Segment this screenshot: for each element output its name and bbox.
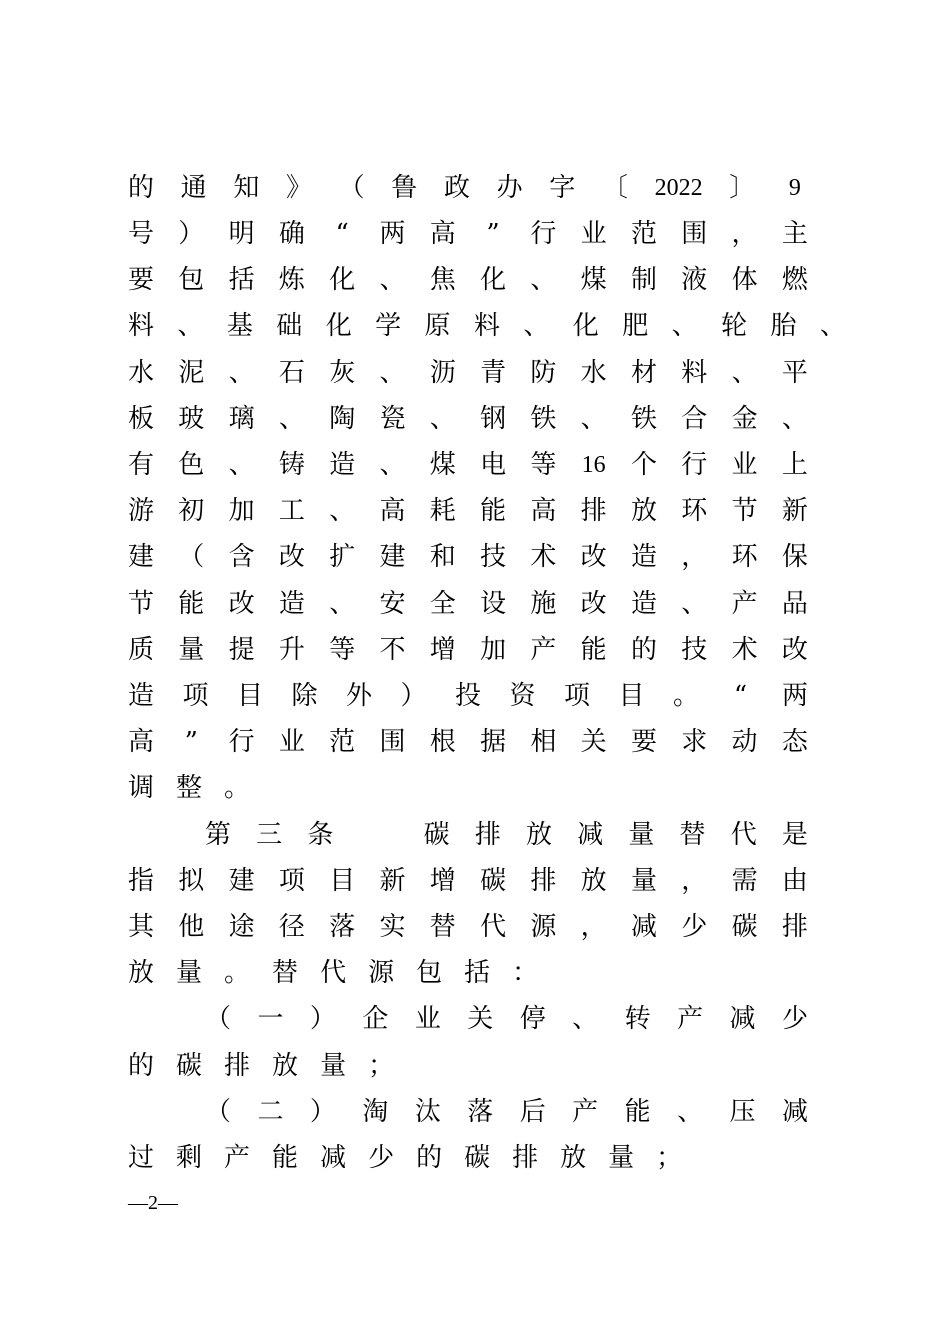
text-glyph: 括 (464, 958, 491, 988)
text-glyph: 减 (320, 1143, 347, 1173)
text-glyph: 投 (455, 681, 482, 711)
text-glyph: 、 (379, 265, 406, 295)
text-glyph: 停 (519, 1004, 546, 1034)
text-glyph: 原 (424, 311, 451, 341)
text-glyph: 产 (530, 635, 557, 665)
text-glyph: 建 (228, 866, 255, 896)
text-glyph: 耗 (429, 496, 456, 526)
text-glyph: 》 (285, 173, 312, 203)
text-glyph: 项 (564, 681, 591, 711)
text-glyph: 安 (379, 589, 406, 619)
text-glyph: 减 (729, 1004, 756, 1034)
text-glyph: 产 (731, 589, 758, 619)
text-glyph: 品 (781, 589, 808, 619)
text-glyph: 改 (781, 635, 808, 665)
text-line (128, 676, 808, 716)
text-glyph: 基 (226, 311, 253, 341)
text-glyph: 设 (480, 589, 507, 619)
text-glyph: 、 (580, 404, 607, 434)
text-glyph: 整 (176, 773, 203, 803)
text-glyph: 术 (731, 635, 758, 665)
text-glyph: 、 (379, 358, 406, 388)
text-glyph: 的 (630, 635, 657, 665)
text-glyph: 除 (291, 681, 318, 711)
text-line (205, 999, 808, 1039)
text-glyph: 途 (228, 912, 255, 942)
text-glyph: 游 (128, 496, 155, 526)
text-glyph: 提 (228, 635, 255, 665)
text-glyph: ” (184, 727, 198, 757)
text-glyph: 改 (228, 589, 255, 619)
text-glyph: 水 (580, 358, 607, 388)
text-line (128, 214, 808, 254)
text-glyph: 、 (278, 404, 305, 434)
text-glyph: 节 (731, 496, 758, 526)
text-line (128, 537, 808, 577)
text-glyph: 造 (329, 450, 356, 480)
text-glyph: 替 (429, 912, 456, 942)
text-glyph: 少 (368, 1143, 395, 1173)
text-glyph: 化 (572, 311, 599, 341)
text-glyph: 二 (257, 1097, 284, 1127)
text-glyph: 瓷 (379, 404, 406, 434)
text-glyph: 有 (128, 450, 155, 480)
text-glyph: 燃 (781, 265, 808, 295)
text-glyph: 煤 (580, 265, 607, 295)
text-glyph: 工 (278, 496, 305, 526)
text-glyph: 铁 (530, 404, 557, 434)
text-glyph: 替 (679, 820, 706, 850)
text-glyph: 能 (272, 1143, 299, 1173)
text-glyph: 条 (307, 820, 334, 850)
text-glyph: 减 (781, 1097, 808, 1127)
text-glyph: 铸 (278, 450, 305, 480)
text-glyph: 建 (379, 542, 406, 572)
text-glyph: 放 (630, 496, 657, 526)
text-glyph: 代 (320, 958, 347, 988)
text-glyph: 。 (673, 681, 700, 711)
text-glyph: 、 (530, 265, 557, 295)
text-glyph: 减 (577, 820, 604, 850)
text-glyph: 环 (681, 496, 708, 526)
text-glyph: ） (178, 219, 205, 249)
text-glyph: 〔 (601, 173, 628, 203)
text-glyph: （ (178, 542, 205, 572)
text-glyph: 碳 (464, 1143, 491, 1173)
text-glyph: 改 (580, 589, 607, 619)
text-glyph: 不 (379, 635, 406, 665)
text-glyph: ， (731, 219, 758, 249)
text-glyph: 料 (473, 311, 500, 341)
text-glyph: 落 (329, 912, 356, 942)
text-glyph: 范 (630, 219, 657, 249)
text-glyph: 灰 (329, 358, 356, 388)
text-glyph: 平 (781, 358, 808, 388)
text-glyph: “ (733, 681, 748, 711)
text-glyph: 目 (237, 681, 264, 711)
text-glyph: ； (368, 1051, 395, 1081)
text-glyph: （ (205, 1097, 232, 1127)
text-glyph: 础 (276, 311, 303, 341)
text-glyph: 代 (480, 912, 507, 942)
text-glyph: 、 (572, 1004, 599, 1034)
text-glyph: 后 (519, 1097, 546, 1127)
text-glyph: 一 (257, 1004, 284, 1034)
text-glyph: 炼 (278, 265, 305, 295)
text-glyph: “ (335, 219, 349, 249)
text-glyph: 替 (272, 958, 299, 988)
text-glyph: 升 (278, 635, 305, 665)
text-glyph: 、 (819, 311, 846, 341)
text-glyph: 肥 (622, 311, 649, 341)
text-glyph: 代 (730, 820, 757, 850)
text-glyph: 石 (278, 358, 305, 388)
text-glyph: 量 (176, 958, 203, 988)
text-glyph: 范 (329, 727, 356, 757)
text-glyph: 青 (480, 358, 507, 388)
text-glyph: 、 (781, 404, 808, 434)
text-glyph: 、 (681, 589, 708, 619)
text-glyph: 、 (379, 450, 406, 480)
text-glyph: 煤 (429, 450, 456, 480)
text-glyph: （ (338, 173, 365, 203)
text-glyph: 径 (278, 912, 305, 942)
text-glyph: 行 (228, 727, 255, 757)
text-glyph: 增 (429, 866, 456, 896)
text-glyph: 制 (630, 265, 657, 295)
text-glyph: ） (400, 681, 427, 711)
text-glyph: 初 (178, 496, 205, 526)
text-glyph: 胎 (770, 311, 797, 341)
text-glyph: 其 (128, 912, 155, 942)
text-glyph: 碳 (423, 820, 450, 850)
text-glyph: 三 (256, 820, 283, 850)
text-line (128, 491, 808, 531)
text-line (128, 768, 808, 808)
text-glyph: 政 (443, 173, 470, 203)
text-glyph: 围 (681, 219, 708, 249)
text-glyph: 排 (580, 496, 607, 526)
text-glyph: 改 (580, 542, 607, 572)
text-glyph: 业 (278, 727, 305, 757)
text-glyph: 量 (630, 866, 657, 896)
text-line (128, 260, 808, 300)
text-glyph: 汰 (414, 1097, 441, 1127)
text-glyph: 、 (329, 589, 356, 619)
text-glyph: 少 (681, 912, 708, 942)
text-glyph: 碳 (480, 866, 507, 896)
text-glyph: 号 (128, 219, 155, 249)
text-glyph: 动 (731, 727, 758, 757)
text-glyph: 16 (581, 452, 606, 478)
text-glyph: 过 (128, 1143, 155, 1173)
text-glyph: 能 (580, 635, 607, 665)
text-glyph: 排 (512, 1143, 539, 1173)
text-glyph: 态 (781, 727, 808, 757)
text-glyph: 要 (630, 727, 657, 757)
text-glyph: 个 (630, 450, 657, 480)
text-glyph: 质 (128, 635, 155, 665)
text-glyph: 项 (278, 866, 305, 896)
text-glyph: 第 (205, 820, 232, 850)
text-glyph: 业 (414, 1004, 441, 1034)
text-glyph: 行 (681, 450, 708, 480)
text-glyph: 实 (379, 912, 406, 942)
text-glyph: 造 (630, 589, 657, 619)
text-glyph: 电 (480, 450, 507, 480)
text-glyph: 主 (781, 219, 808, 249)
text-glyph: 色 (178, 450, 205, 480)
page-number: —2— (128, 1192, 178, 1214)
text-glyph: 关 (580, 727, 607, 757)
text-glyph: ） (309, 1097, 336, 1127)
text-glyph: 板 (128, 404, 155, 434)
text-glyph: 合 (681, 404, 708, 434)
text-glyph: 金 (731, 404, 758, 434)
text-glyph: 包 (416, 958, 443, 988)
text-glyph: ： (512, 958, 539, 988)
text-glyph: 建 (128, 542, 155, 572)
text-glyph: 、 (228, 358, 255, 388)
text-glyph: 施 (530, 589, 557, 619)
text-line (128, 907, 808, 947)
text-glyph: ， (681, 866, 708, 896)
text-glyph: 加 (228, 496, 255, 526)
text-glyph: 材 (630, 358, 657, 388)
text-line (128, 584, 808, 624)
text-glyph: 和 (429, 542, 456, 572)
text-glyph: 保 (781, 542, 808, 572)
text-glyph: 行 (530, 219, 557, 249)
text-line (128, 353, 808, 393)
text-glyph: 指 (128, 866, 155, 896)
text-glyph: 排 (530, 866, 557, 896)
text-glyph: 两 (781, 681, 808, 711)
text-glyph: 排 (224, 1051, 251, 1081)
text-glyph: 料 (681, 358, 708, 388)
text-glyph: 碳 (176, 1051, 203, 1081)
text-glyph: 钢 (480, 404, 507, 434)
text-glyph: 新 (781, 496, 808, 526)
text-glyph: 量 (320, 1051, 347, 1081)
text-glyph: 放 (580, 866, 607, 896)
text-glyph: 高 (530, 496, 557, 526)
text-glyph: 调 (128, 773, 155, 803)
text-glyph: 含 (228, 542, 255, 572)
text-glyph: 目 (618, 681, 645, 711)
text-glyph: 高 (429, 219, 456, 249)
text-glyph: 泥 (178, 358, 205, 388)
text-glyph: 求 (681, 727, 708, 757)
text-line (128, 445, 808, 485)
text-glyph: 关 (467, 1004, 494, 1034)
text-glyph: 放 (128, 958, 155, 988)
text-glyph: 2022 (654, 175, 703, 201)
text-glyph: 的 (128, 173, 155, 203)
text-glyph: 等 (329, 635, 356, 665)
text-glyph: 明 (228, 219, 255, 249)
text-line (128, 306, 846, 346)
text-glyph: 企 (362, 1004, 389, 1034)
text-glyph: 排 (781, 912, 808, 942)
text-glyph: 、 (677, 1097, 704, 1127)
text-glyph: 扩 (329, 542, 356, 572)
text-glyph: 上 (781, 450, 808, 480)
text-glyph: 化 (325, 311, 352, 341)
text-glyph: 目 (329, 866, 356, 896)
text-glyph: 剩 (176, 1143, 203, 1173)
text-glyph: 相 (530, 727, 557, 757)
text-glyph: 项 (182, 681, 209, 711)
text-glyph: 化 (480, 265, 507, 295)
text-glyph: 料 (128, 311, 155, 341)
text-glyph: 轮 (721, 311, 748, 341)
text-line (128, 399, 808, 439)
text-glyph: 产 (572, 1097, 599, 1127)
text-glyph: 造 (278, 589, 305, 619)
text-glyph: 转 (624, 1004, 651, 1034)
text-glyph: 少 (781, 1004, 808, 1034)
text-glyph: 据 (480, 727, 507, 757)
text-glyph: 量 (178, 635, 205, 665)
text-glyph: 高 (128, 727, 155, 757)
text-glyph: 增 (429, 635, 456, 665)
text-glyph: 9 (788, 175, 801, 201)
text-glyph: 。 (224, 958, 251, 988)
text-glyph: 学 (375, 311, 402, 341)
text-glyph: 、 (228, 450, 255, 480)
text-glyph: 知 (233, 173, 260, 203)
text-glyph: 璃 (228, 404, 255, 434)
text-line (128, 861, 808, 901)
text-glyph: 陶 (329, 404, 356, 434)
text-glyph: ） (309, 1004, 336, 1034)
text-glyph: ； (656, 1143, 683, 1173)
text-glyph: 拟 (178, 866, 205, 896)
text-line (128, 1046, 808, 1086)
text-glyph: 防 (530, 358, 557, 388)
text-glyph: 加 (480, 635, 507, 665)
text-glyph: 量 (628, 820, 655, 850)
text-glyph: 通 (180, 173, 207, 203)
text-glyph: 确 (278, 219, 305, 249)
text-glyph: 体 (731, 265, 758, 295)
text-glyph: 由 (781, 866, 808, 896)
text-glyph: 〕 (729, 173, 756, 203)
text-glyph: 化 (329, 265, 356, 295)
text-glyph: 高 (379, 496, 406, 526)
text-glyph: 焦 (429, 265, 456, 295)
text-glyph: 技 (480, 542, 507, 572)
text-glyph: 造 (128, 681, 155, 711)
text-glyph: 括 (228, 265, 255, 295)
text-glyph: 根 (429, 727, 456, 757)
text-glyph: 、 (671, 311, 698, 341)
text-glyph: 排 (474, 820, 501, 850)
text-glyph: 办 (496, 173, 523, 203)
text-glyph: 等 (530, 450, 557, 480)
text-line (205, 815, 808, 855)
text-glyph: 的 (128, 1051, 155, 1081)
text-glyph: 新 (379, 866, 406, 896)
text-glyph: 量 (608, 1143, 635, 1173)
text-line (128, 722, 808, 762)
text-glyph: 包 (178, 265, 205, 295)
text-glyph: 改 (278, 542, 305, 572)
text-glyph: 外 (346, 681, 373, 711)
text-glyph: 全 (429, 589, 456, 619)
text-line (128, 168, 808, 208)
text-glyph: 业 (580, 219, 607, 249)
text-glyph: 源 (368, 958, 395, 988)
text-glyph: ， (580, 912, 607, 942)
text-glyph: 两 (379, 219, 406, 249)
text-line (128, 1138, 808, 1178)
text-glyph: 放 (272, 1051, 299, 1081)
text-glyph: 。 (224, 773, 251, 803)
text-glyph: 产 (677, 1004, 704, 1034)
text-glyph: 环 (731, 542, 758, 572)
text-glyph: 碳 (731, 912, 758, 942)
text-glyph: 产 (224, 1143, 251, 1173)
text-glyph: 放 (560, 1143, 587, 1173)
text-glyph: 源 (530, 912, 557, 942)
text-line (128, 630, 808, 670)
text-glyph: 能 (178, 589, 205, 619)
text-glyph: 的 (416, 1143, 443, 1173)
text-glyph: 、 (523, 311, 550, 341)
text-glyph: 资 (509, 681, 536, 711)
text-line (128, 953, 808, 993)
text-glyph: 、 (731, 358, 758, 388)
text-glyph: 、 (329, 496, 356, 526)
text-glyph: 节 (128, 589, 155, 619)
text-glyph: 落 (467, 1097, 494, 1127)
text-glyph: 淘 (362, 1097, 389, 1127)
text-glyph: 沥 (429, 358, 456, 388)
text-glyph: （ (205, 1004, 232, 1034)
text-glyph: 技 (681, 635, 708, 665)
text-glyph: ， (681, 542, 708, 572)
text-line (205, 1092, 808, 1132)
text-glyph: 要 (128, 265, 155, 295)
text-glyph: 水 (128, 358, 155, 388)
text-glyph: 字 (549, 173, 576, 203)
text-glyph: 术 (530, 542, 557, 572)
text-glyph: 造 (630, 542, 657, 572)
text-glyph: 鲁 (391, 173, 418, 203)
text-glyph: 液 (681, 265, 708, 295)
text-glyph: 放 (526, 820, 553, 850)
text-glyph: 玻 (178, 404, 205, 434)
text-glyph: 能 (624, 1097, 651, 1127)
text-glyph: 能 (480, 496, 507, 526)
text-glyph: ” (486, 219, 500, 249)
text-glyph: 他 (178, 912, 205, 942)
text-glyph: 减 (630, 912, 657, 942)
text-glyph: 是 (781, 820, 808, 850)
text-glyph: 压 (729, 1097, 756, 1127)
text-glyph: 围 (379, 727, 406, 757)
text-glyph: 需 (731, 866, 758, 896)
text-glyph: 铁 (630, 404, 657, 434)
text-glyph: 业 (731, 450, 758, 480)
text-glyph: 、 (177, 311, 204, 341)
text-glyph: 、 (429, 404, 456, 434)
